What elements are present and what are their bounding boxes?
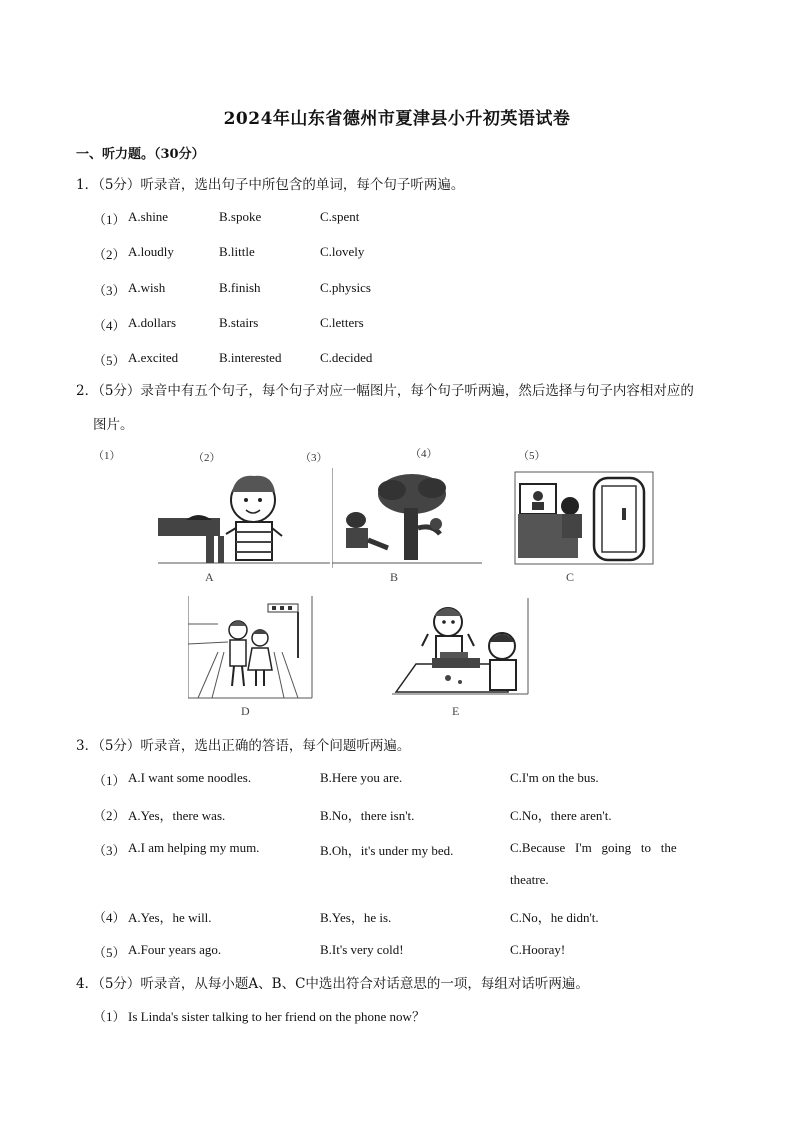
option-index: （1）	[93, 1009, 126, 1024]
option-index: （4）	[93, 910, 126, 925]
option-c: C.No，there aren't.	[510, 808, 612, 823]
option-index: （2）	[93, 808, 126, 823]
blank-label: （1）	[93, 450, 121, 462]
picture-label: A	[205, 570, 214, 584]
picture-tree	[332, 468, 482, 568]
option-index: （5）	[93, 945, 126, 960]
option-a: A.Yes，he will.	[128, 910, 212, 925]
option-a: A.I want some noodles.	[128, 770, 252, 785]
picture-tv-room	[514, 468, 654, 568]
option-b: B.finish	[219, 280, 261, 295]
section-heading: 一、听力题。（30分）	[76, 147, 205, 162]
option-a: A.loudly	[128, 244, 174, 259]
option-c: C.I'm on the bus.	[510, 770, 599, 785]
option-c: C.physics	[320, 280, 371, 295]
option-b: B.Yes，he is.	[320, 910, 392, 925]
option-index: （3）	[93, 283, 126, 298]
question-3-stem: 3．（5分）听录音，选出正确的答语，每个问题听两遍。	[76, 738, 411, 754]
picture-label: E	[452, 704, 460, 718]
option-c: C.Because I'm going to the	[510, 840, 677, 855]
option-a: A.Four years ago.	[128, 942, 222, 957]
option-index: （1）	[93, 212, 126, 227]
option-index: （4）	[93, 318, 126, 333]
option-a: A.I am helping my mum.	[128, 840, 260, 855]
option-index: （2）	[93, 247, 126, 262]
option-c: C.No，he didn't.	[510, 910, 599, 925]
option-a: A.Yes，there was.	[128, 808, 226, 823]
option-index: （1）	[93, 773, 126, 788]
picture-two-boys-table	[392, 598, 532, 696]
blank-label: （2）	[193, 452, 221, 464]
option-a: A.excited	[128, 350, 179, 365]
option-index: （5）	[93, 353, 126, 368]
option-b: B.Oh，it's under my bed.	[320, 843, 454, 858]
page-title: 2024年山东省德州市夏津县小升初英语试卷	[223, 109, 571, 129]
option-b: B.spoke	[219, 209, 262, 224]
option-b: B.Here you are.	[320, 770, 403, 785]
option-a: A.wish	[128, 280, 166, 295]
question-2-stem-cont: 图片。	[93, 417, 134, 433]
option-index: （3）	[93, 843, 126, 858]
option-c: C.letters	[320, 315, 364, 330]
option-b: B.It's very cold!	[320, 942, 404, 957]
option-b: B.little	[219, 244, 255, 259]
sub-question-text: Is Linda's sister talking to her friend on the phone now？	[128, 1009, 425, 1024]
blank-label: （5）	[518, 450, 546, 462]
picture-label: B	[390, 570, 399, 584]
picture-label: D	[241, 704, 250, 718]
option-c: C.Hooray!	[510, 942, 566, 957]
question-2-stem: 2．（5分）录音中有五个句子，每个句子对应一幅图片，每个句子听两遍，然后选择与句子内容相对应的	[76, 383, 694, 399]
option-a: A.dollars	[128, 315, 177, 330]
option-b: B.No，there isn't.	[320, 808, 415, 823]
option-a: A.shine	[128, 209, 169, 224]
option-c: C.decided	[320, 350, 373, 365]
option-b: B.interested	[219, 350, 282, 365]
picture-two-children	[188, 594, 314, 700]
option-c-continued: theatre.	[510, 872, 549, 887]
blank-label: （3）	[300, 452, 328, 464]
option-b: B.stairs	[219, 315, 259, 330]
picture-label: C	[566, 570, 575, 584]
option-c: C.lovely	[320, 244, 365, 259]
blank-label: （4）	[410, 448, 438, 460]
question-1-stem: 1．（5分）听录音，选出句子中所包含的单词，每个句子听两遍。	[76, 177, 465, 193]
option-c: C.spent	[320, 209, 360, 224]
question-4-stem: 4．（5分）听录音，从每小题A、B、C中选出符合对话意思的一项，每组对话听两遍。	[76, 976, 589, 992]
picture-boy-table	[158, 470, 330, 568]
